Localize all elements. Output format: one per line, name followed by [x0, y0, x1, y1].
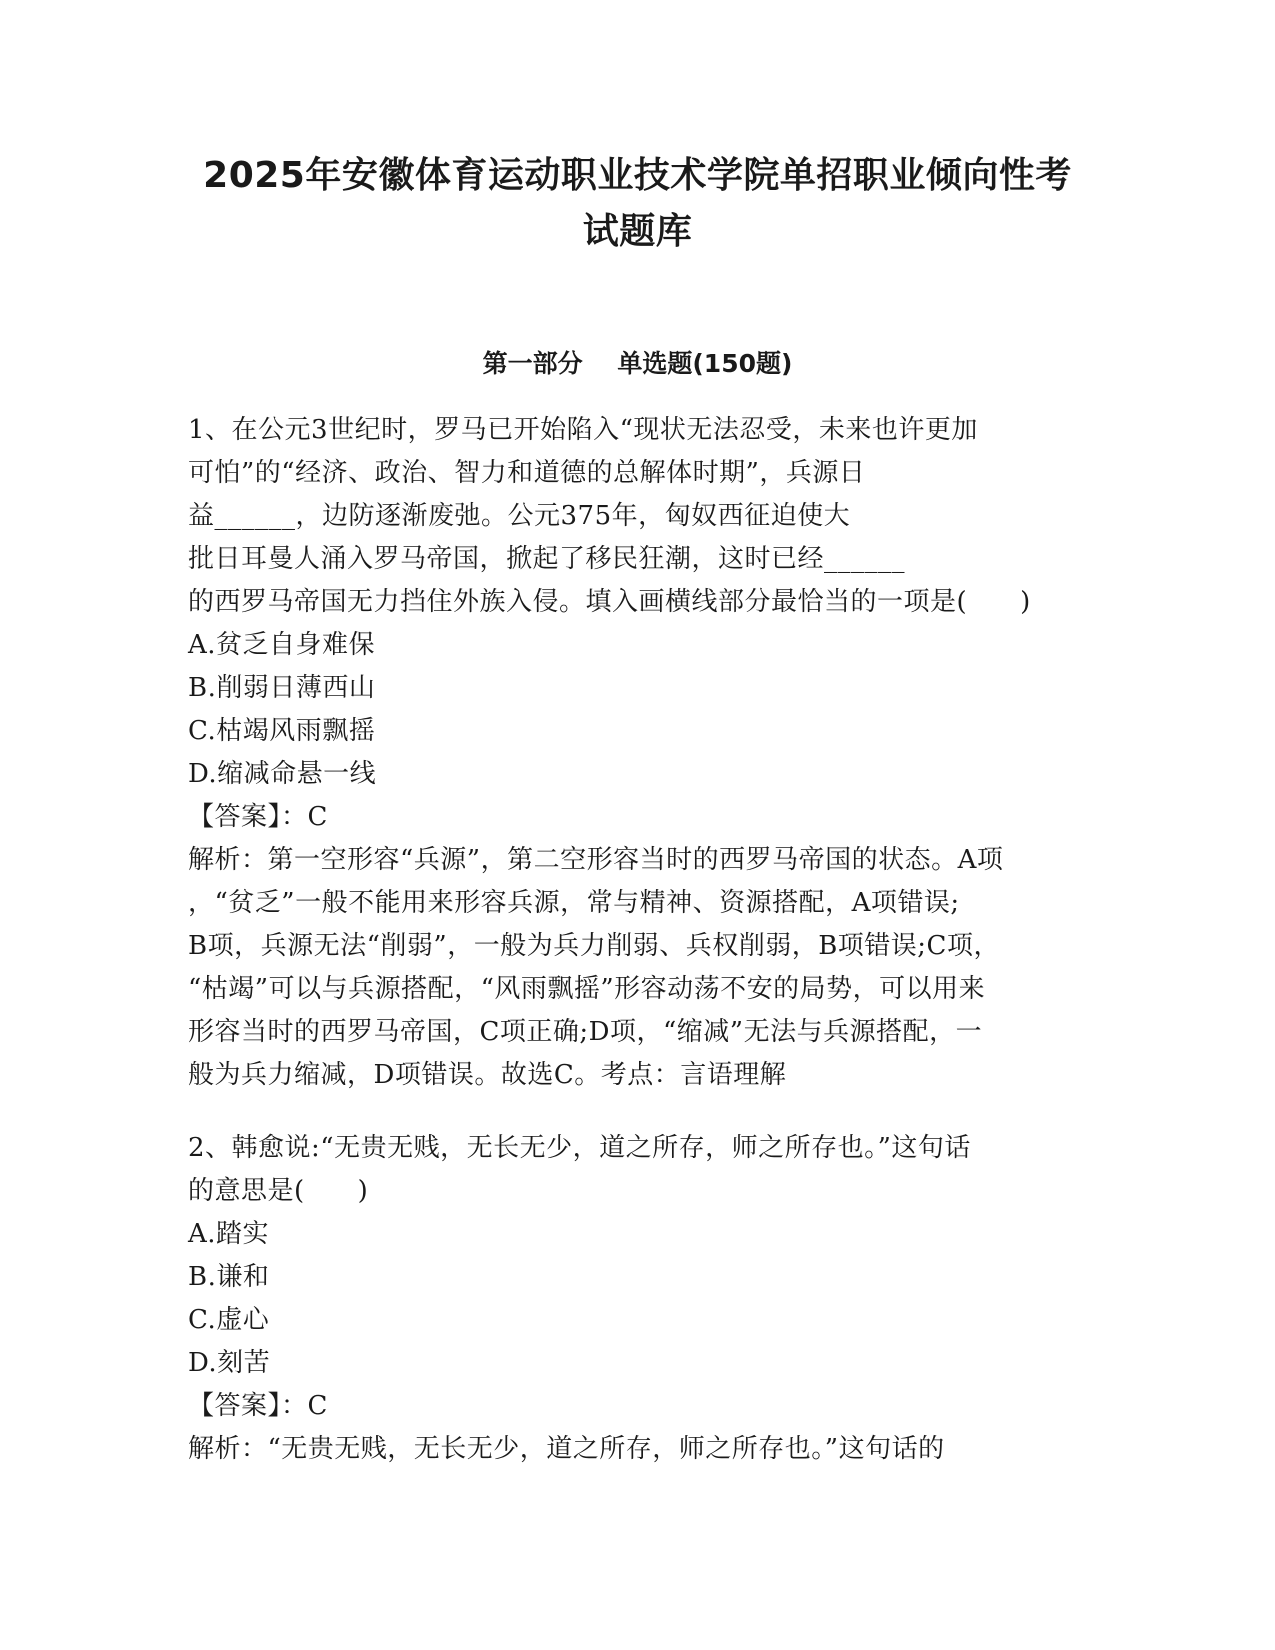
question-stem-line: 1、在公元3世纪时，罗马已开始陷入“现状无法忍受，未来也许更加 — [188, 415, 978, 445]
question-stem-line: 可怕”的“经济、政治、智力和道德的总解体时期”，兵源日 — [188, 458, 866, 488]
section-heading: 第一部分 单选题(150题) — [482, 349, 793, 378]
question-block — [188, 409, 1088, 1097]
answer-line: 【答案】：C — [188, 1391, 328, 1421]
document-title-line-1: 2025年安徽体育运动职业技术学院单招职业倾向性考 — [203, 155, 1072, 196]
option-a: A.贫乏自身难保 — [188, 630, 376, 660]
option-c: C.虚心 — [188, 1305, 270, 1335]
analysis-line: 解析：“无贵无贱，无长无少，道之所存，师之所存也。”这句话的 — [188, 1434, 945, 1464]
question-stem-line: 批日耳曼人涌入罗马帝国，掀起了移民狂潮，这时已经______ — [188, 544, 906, 574]
option-d: D.缩减命悬一线 — [188, 759, 377, 789]
question-stem-line: 的西罗马帝国无力挡住外族入侵。填入画横线部分最恰当的一项是( ) — [188, 587, 1031, 617]
analysis-line: 般为兵力缩减，D项错误。故选C。考点：言语理解 — [188, 1060, 787, 1090]
question-block — [188, 1127, 1088, 1471]
answer-line: 【答案】：C — [188, 802, 328, 832]
analysis-line: 解析：第一空形容“兵源”，第二空形容当时的西罗马帝国的状态。A项 — [188, 845, 1004, 875]
analysis-line: “枯竭”可以与兵源搭配，“风雨飘摇”形容动荡不安的局势，可以用来 — [188, 974, 986, 1004]
option-b: B.削弱日薄西山 — [188, 673, 376, 703]
option-c: C.枯竭风雨飘摇 — [188, 716, 376, 746]
option-b: B.谦和 — [188, 1262, 270, 1292]
document-title-line-2: 试题库 — [582, 211, 693, 252]
question-stem-line: 2、韩愈说:“无贵无贱，无长无少，道之所存，师之所存也。”这句话 — [188, 1133, 971, 1163]
analysis-line: 形容当时的西罗马帝国，C项正确;D项，“缩减”无法与兵源搭配，一 — [188, 1017, 983, 1047]
question-stem-line: 益______，边防逐渐废弛。公元375年，匈奴西征迫使大 — [188, 501, 851, 531]
option-a: A.踏实 — [188, 1219, 270, 1249]
analysis-line: ，“贫乏”一般不能用来形容兵源，常与精神、资源搭配，A项错误; — [188, 888, 960, 918]
option-d: D.刻苦 — [188, 1348, 271, 1378]
document-title — [150, 148, 1125, 260]
question-stem-line: 的意思是( ) — [188, 1176, 369, 1206]
analysis-line: B项，兵源无法“削弱”，一般为兵力削弱、兵权削弱，B项错误;C项， — [188, 931, 1000, 961]
